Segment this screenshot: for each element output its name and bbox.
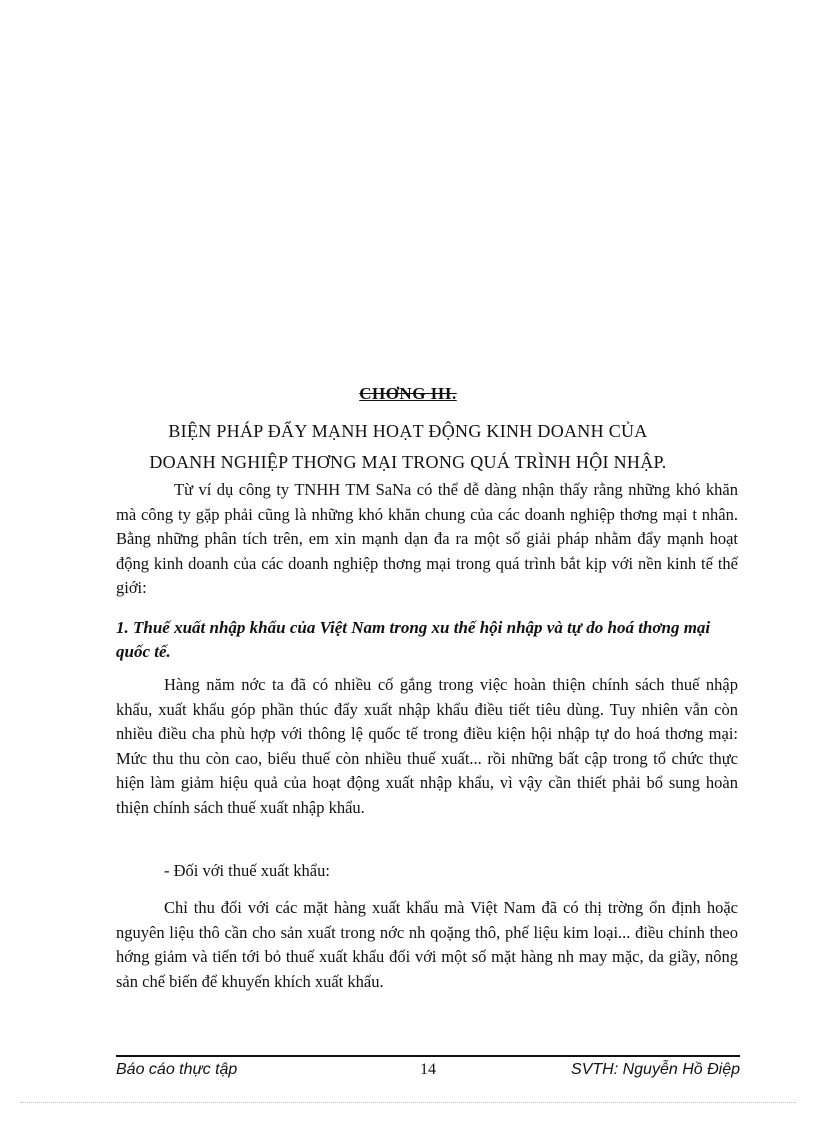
section-1-paragraph-2: Chỉ thu đối với các mặt hàng xuất khẩu mà Việt Nam đã có thị trờng ổn định hoặc nguyên liệu thô cần cho sản xuất trong nớc nh qoặng thô, phế liệu kim loại... điều chỉnh theo hớng giảm và tiến tới bỏ thuế xuất khẩu đối với một số mặt hàng nh may mặc, da giầy, nông sản chế biến để khuyến khích xuất khẩu. xyxy=(116,898,738,991)
section-1-paragraph-1: Hàng năm nớc ta đã có nhiều cố gắng trong việc hoàn thiện chính sách thuế nhập khẩu, xuất khẩu góp phần thúc đẩy xuất nhập khẩu điều tiết tiêu dùng. Tuy nhiên vẫn còn nhiều điều cha phù hợp với thông lệ quốc tế trong điều kiện hội nhập tự do hoá thơng mại: Mức thu thu còn cao, biểu thuế còn nhiều thuế xuất... rồi những bất cập trong tổ chức thực hiện làm giảm hiệu quả của hoạt động xuất nhập khẩu, vì vậy cần thiết phải bổ sung hoàn thiện chính sách thuế xuất nhập khẩu. xyxy=(116,675,738,817)
intro-paragraph: Từ ví dụ công ty TNHH TM SaNa có thể dễ dàng nhận thấy rằng những khó khăn mà công ty gặp phải cũng là những khó khăn chung của các doanh nghiệp thơng mại t nhân. Bằng những phân tích trên, em xin mạnh dạn đa ra một số giải pháp nhằm đẩy mạnh hoạt động kinh doanh của các doanh nghiệp thơng mại trong quá trình bắt kịp với nền kinh tế thế giới: xyxy=(116,480,738,597)
page-number: 14 xyxy=(420,1061,436,1078)
footer-divider xyxy=(116,1055,740,1057)
footer-author: SVTH: Nguyễn Hồ Điệp xyxy=(571,1061,740,1078)
chapter-label: CHƠNG III. xyxy=(359,384,457,403)
chapter-title-line-1: BIỆN PHÁP ĐẨY MẠNH HOẠT ĐỘNG KINH DOANH CỦA xyxy=(168,421,648,441)
chapter-title-line-2: DOANH NGHIỆP THƠNG MẠI TRONG QUÁ TRÌNH HỘI NHẬP. xyxy=(149,452,667,472)
section-1-heading: 1. Thuế xuất nhập khẩu của Việt Nam trong xu thế hội nhập và tự do hoá thơng mại quốc tế. xyxy=(116,618,711,661)
export-tax-bullet: - Đối với thuế xuất khẩu: xyxy=(164,861,330,880)
footer-report-label: Báo cáo thực tập xyxy=(116,1061,238,1078)
page-bottom-dotted-rule xyxy=(20,1102,796,1103)
